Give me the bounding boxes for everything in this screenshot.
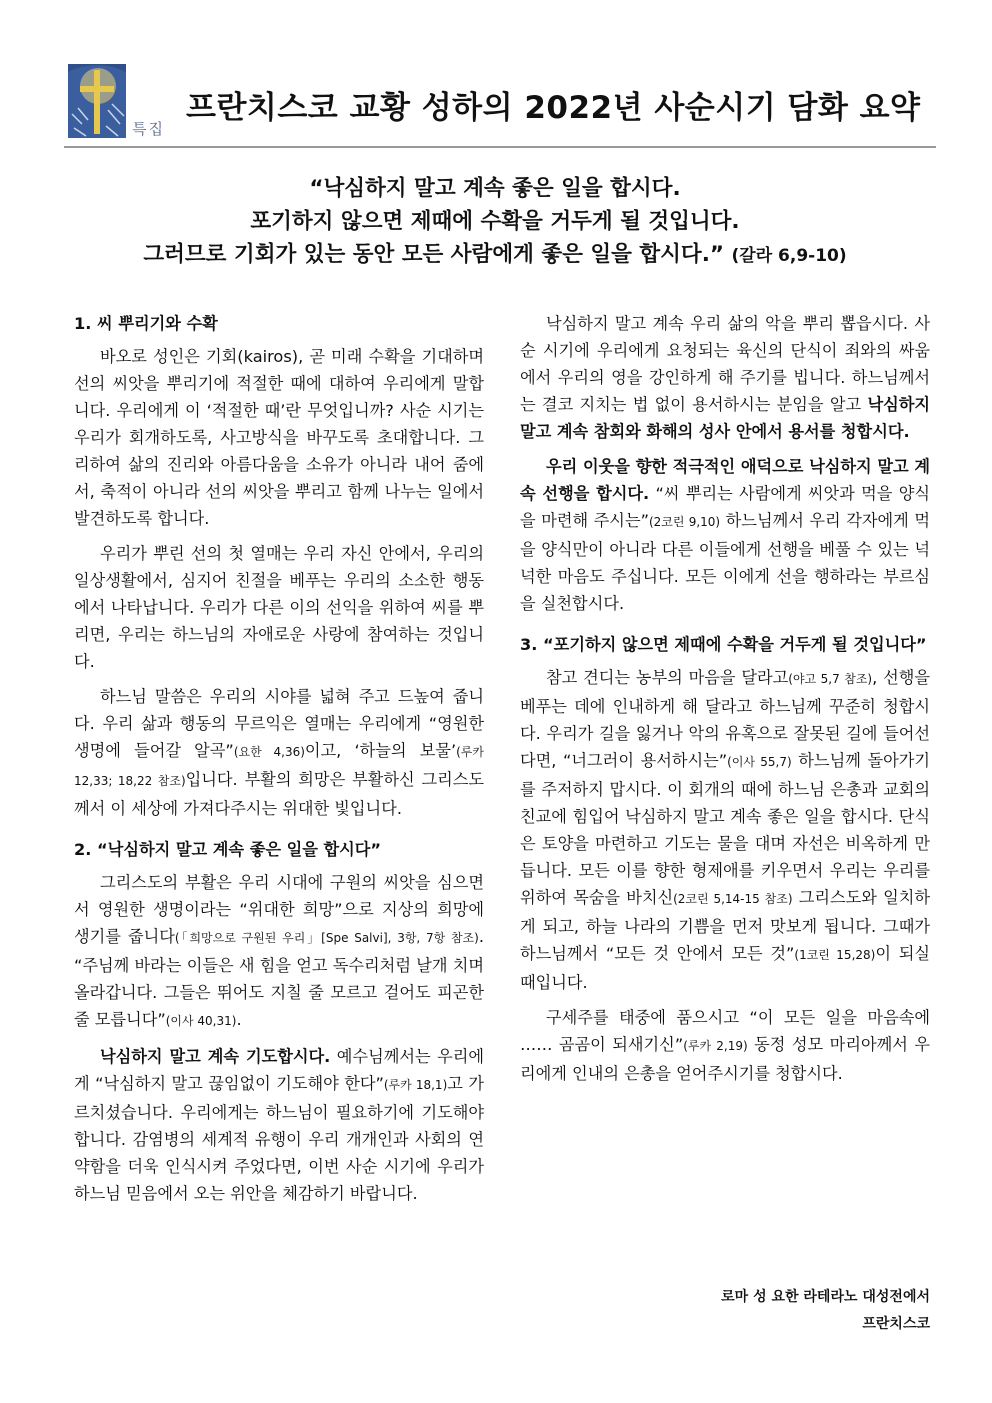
page-title: 프란치스코 교황 성하의 2022년 사순시기 담화 요약 bbox=[186, 90, 921, 126]
section-heading: 2. “낙심하지 말고 계속 좋은 일을 합시다” bbox=[74, 840, 382, 859]
logo-label: 특집 bbox=[132, 120, 165, 138]
quote-reference: (갈라 6,9-10) bbox=[731, 246, 847, 266]
header bbox=[64, 62, 938, 150]
paragraph: 바오로 성인은 기회(kairos), 곧 미래 수확을 기대하며 선의 씨앗을 뿌리기에 적절한 때에 대하여 우리에게 말합니다. 우리에게 이 ‘적절한 때’란 무엇입니까? 사순 시기는 우리가 회개하도록, 사고방식을 바꾸도록 초대합니다. 그리하여 삶의 진리와 아름다움을 소유가 아니라 내어 줌에서, 축적이 아니라 선의 씨앗을 뿌리고 함께 나누는 일에서 발견하도록 합니다. bbox=[74, 347, 484, 528]
paragraph: 우리 이웃을 향한 적극적인 애덕으로 낙심하지 말고 계속 선행을 합시다. “씨 뿌리는 사람에게 씨앗과 먹을 양식을 마련해 주시는”(2코린 9,10) 하느님께서 우리 각자에게 먹을 양식만이 아니라 다른 이들에게 선행을 베풀 수 있는 넉넉한 마음도 주십니다. 모든 이에게 선을 행하라는 부르심을 실천합시다. bbox=[520, 457, 930, 613]
quote-line: “낙심하지 말고 계속 좋은 일을 합시다. bbox=[309, 176, 681, 201]
paragraph: 구세주를 태중에 품으시고 “이 모든 일을 마음속에 …… 곰곰이 되새기신”(루카 2,19) 동정 성모 마리아께서 우리에게 인내의 은총을 얻어주시기를 청합시다. bbox=[520, 1008, 931, 1083]
paragraph: 하느님 말씀은 우리의 시야를 넓혀 주고 드높여 줍니다. 우리 삶과 행동의 무르익은 열매는 우리에게 “영원한 생명에 들어갈 알곡”(요한 4,36)이고, ‘하늘의 보물’(루카 12,33; 18,22 참조)입니다. 부활의 희망은 부활하신 그리스도께서 이 세상에 가져다주시는 위대한 빛입니다. bbox=[74, 687, 484, 818]
quote-line: 포기하지 않으면 제때에 수확을 거두게 될 것입니다. bbox=[250, 209, 740, 234]
citation: (루카 18,1) bbox=[383, 1078, 448, 1092]
scripture-quote bbox=[60, 172, 930, 273]
paragraph: 그리스도의 부활은 우리 시대에 구원의 씨앗을 심으면서 영원한 생명이라는 “위대한 희망”으로 지상의 희망에 생기를 줍니다(「희망으로 구원된 우리」[Spe Salvi], 3항, 7항 참조). “주님께 바라는 이들은 새 힘을 얻고 독수리처럼 날개 치며 올라갑니다. 그들은 뛰어도 지칠 줄 모르고 걸어도 피곤한 줄 모릅니다”(이사 40,31). bbox=[74, 873, 484, 1029]
section-heading: 1. 씨 뿌리기와 수확 bbox=[74, 314, 218, 333]
paragraph: 우리가 뿌린 선의 첫 열매는 우리 자신 안에서, 우리의 일상생활에서, 심지어 친절을 베푸는 우리의 소소한 행동에서 나타납니다. 우리가 다른 이의 선익을 위하여 씨를 뿌리면, 우리는 하느님의 자애로운 사랑에 참여하는 것입니다. bbox=[74, 544, 484, 671]
paragraph: 낙심하지 말고 계속 기도합시다. 예수님께서는 우리에게 “낙심하지 말고 끊임없이 기도해야 한다”(루카 18,1)고 가르치셨습니다. 우리에게는 하느님이 필요하기에 기도해야 합니다. 감염병의 세계적 유행이 우리 개개인과 사회의 연약함을 더욱 인식시켜 주었다면, 이번 사순 시기에 우리가 하느님 믿음에서 오는 위안을 체감하기 바랍니다. bbox=[74, 1047, 485, 1203]
citation: (야고 5,7 참조) bbox=[788, 672, 873, 686]
quote-line bbox=[60, 238, 930, 273]
left-column bbox=[74, 310, 484, 1215]
citation: (루카 2,19) bbox=[683, 1039, 748, 1053]
citation: (이사 40,31) bbox=[165, 1014, 237, 1028]
title-divider bbox=[64, 146, 936, 148]
citation: (1코린 15,28) bbox=[794, 948, 876, 962]
signature-name: 프란치스코 bbox=[862, 1316, 930, 1332]
citation: (2코린 9,10) bbox=[648, 515, 721, 529]
section-heading: 3. “포기하지 않으면 제때에 수확을 거두게 될 것입니다” bbox=[520, 635, 927, 654]
citation: (루카 12,33; 18,22 참조) bbox=[74, 745, 484, 788]
right-column bbox=[520, 310, 930, 1095]
signature-block bbox=[721, 1284, 930, 1338]
citation: (요한 4,36) bbox=[233, 745, 305, 759]
cross-logo-icon bbox=[68, 64, 126, 138]
signature-place: 로마 성 요한 라테라노 대성전에서 bbox=[721, 1289, 930, 1305]
citation: (이사 55,7) bbox=[727, 755, 792, 769]
paragraph: 참고 견디는 농부의 마음을 달라고(야고 5,7 참조), 선행을 베푸는 데에 인내하게 해 달라고 하느님께 꾸준히 청합시다. 우리가 길을 잃거나 악의 유혹으로 잘못된 길에 들어선다면, “너그러이 용서하시는”(이사 55,7) 하느님께 돌아가기를 주저하지 맙시다. 이 회개의 때에 하느님 은총과 교회의 친교에 힘입어 낙심하지 말고 계속 좋은 일을 합시다. 단식은 토양을 마련하고 기도는 물을 대며 자선은 비옥하게 만듭니다. 모든 이를 향한 형제애를 키우면서 우리는 우리를 위하여 목숨을 바치신(2코린 5,14-15 참조) 그리스도와 일치하게 되고, 하늘 나라의 기쁨을 먼저 맛보게 됩니다. 그때가 하느님께서 “모든 것 안에서 모든 것”(1코린 15,28)이 되실 때입니다. bbox=[520, 668, 930, 992]
citation: (「희망으로 구원된 우리」[Spe Salvi], 3항, 7항 참조) bbox=[174, 931, 479, 945]
quote-text: 그러므로 기회가 있는 동안 모든 사람에게 좋은 일을 합시다.” bbox=[143, 242, 724, 267]
citation: (2코린 5,14-15 참조) bbox=[673, 892, 793, 906]
paragraph: 낙심하지 말고 계속 우리 삶의 악을 뿌리 뽑읍시다. 사순 시기에 우리에게 요청되는 육신의 단식이 죄와의 싸움에서 우리의 영을 강인하게 해 주기를 빕니다. 하느님께서는 결코 지치는 법 없이 용서하시는 분임을 알고 낙심하지 말고 계속 참회와 화해의 성사 안에서 용서를 청합시다. bbox=[520, 314, 930, 441]
